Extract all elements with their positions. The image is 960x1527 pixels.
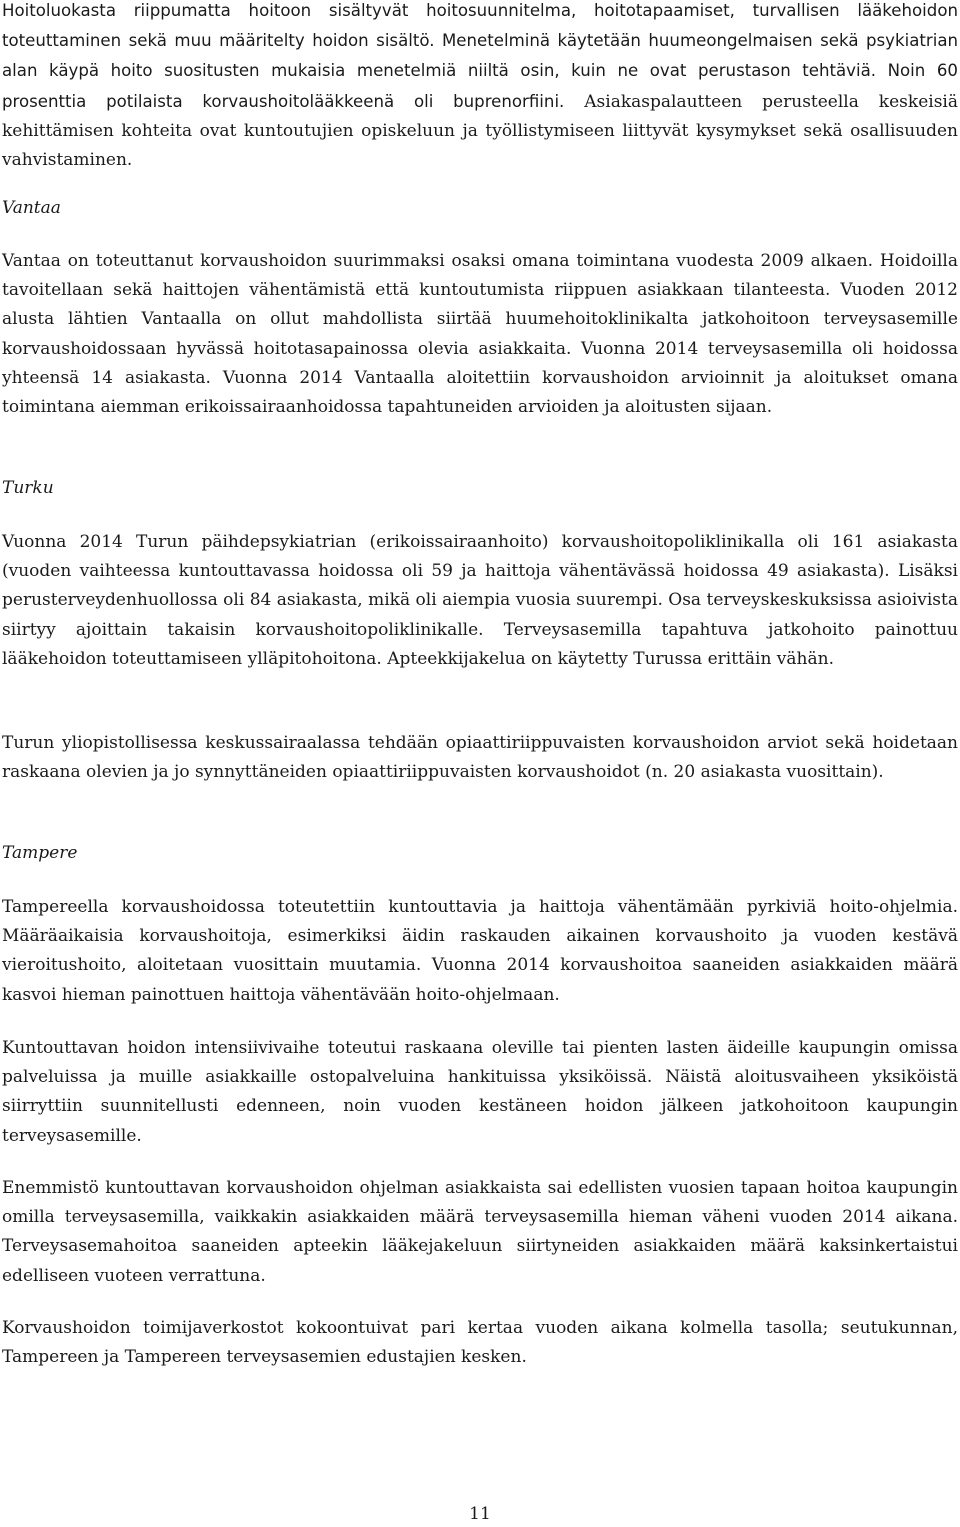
intro-sans-text: Hoitoluokasta riippumatta hoitoon sisältyvät hoitosuunnitelma, hoitotapaamiset, turvallisen lääkehoidon toteuttaminen sekä muu määritelty hoidon sisältö. Menetelminä käytetään huumeongelmaisen sekä psykiatrian alan käypä hoito suositusten mukaisia menetelmiä niiltä osin, kuin ne ovat perustason tehtäviä. Noin 60 prosenttia potilaista korvaushoitolääkkeenä oli buprenorfiini. <box>2 1 958 111</box>
turku-paragraph-2: Turun yliopistollisessa keskussairaalassa tehdään opiaattiriippuvaisten korvaushoidon arviot sekä hoidetaan raskaana olevien ja jo synnyttäneiden opiaattiriippuvaisten korvaushoidot (n. 20 asiakasta vuosittain). <box>2 733 958 783</box>
section-heading-tampere: Tampere <box>2 843 78 863</box>
tampere-paragraph-4: Korvaushoidon toimijaverkostot kokoontuivat pari kertaa vuoden aikana kolmella tasolla; seutukunnan, Tampereen ja Tampereen terveysasemien edustajien kesken. <box>2 1318 958 1368</box>
intro-paragraph <box>2 0 958 175</box>
intro-serif-text: Asiakaspalautteen perusteella keskeisiä kehittämisen kohteita ovat kuntoutujien opiskeluun ja työllistymiseen liittyvät kysymykset sekä osallisuuden vahvistaminen. <box>2 91 958 171</box>
tampere-paragraph-3: Enemmistö kuntouttavan korvaushoidon ohjelman asiakkaista sai edellisten vuosien tapaan hoitoa kaupungin omilla terveysasemilla, vaikkakin asiakkaiden määrä terveysasemilla hieman väheni vuoden 2014 aikana. Terveysasemahoitoa saaneiden apteekin lääkejakeluun siirtyneiden asiakkaiden määrä kaksinkertaistui edelliseen vuoteen verrattuna. <box>2 1178 958 1286</box>
section-heading-turku: Turku <box>2 478 54 498</box>
tampere-paragraph-2: Kuntouttavan hoidon intensiivivaihe toteutui raskaana oleville tai pienten lasten äideille kaupungin omissa palveluissa ja muille asiakkaille ostopalveluina hankituissa yksiköissä. Näistä aloitusvaiheen yksiköistä siirryttiin suunnitellusti edenneen, noin vuoden kestäneen hoidon jälkeen jatkohoitoon kaupungin terveysasemille. <box>2 1038 958 1146</box>
section-heading-vantaa: Vantaa <box>2 198 61 218</box>
vantaa-paragraph-1: Vantaa on toteuttanut korvaushoidon suurimmaksi osaksi omana toimintana vuodesta 2009 alkaen. Hoidoilla tavoitellaan sekä haittojen vähentämistä että kuntoutumista riippuen asiakkaan tilanteesta. Vuoden 2012 alusta lähtien Vantaalla on ollut mahdollista siirtää huumehoitoklinikalta jatkohoitoon terveysasemille korvaushoidossaan hyvässä hoitotasapainossa olevia asiakkaita. Vuonna 2014 terveysasemilla oli hoidossa yhteensä 14 asiakasta. Vuonna 2014 Vantaalla aloitettiin korvaushoidon arvioinnit ja aloitukset omana toimintana aiemman erikoissairaanhoidossa tapahtuneiden arvioiden ja aloitusten sijaan. <box>2 251 958 418</box>
turku-paragraph-1: Vuonna 2014 Turun päihdepsykiatrian (erikoissairaanhoito) korvaushoitopoliklinikalla oli 161 asiakasta (vuoden vaihteessa kuntouttavassa hoidossa oli 59 ja haittoja vähentävässä hoidossa 49 asiakasta). Lisäksi perusterveydenhuollossa oli 84 asiakasta, mikä oli aiempia vuosia suurempi. Osa terveyskeskuksissa asioivista siirtyy ajoittain takaisin korvaushoitopoliklinikalle. Terveysasemilla tapahtuva jatkohoito painottuu lääkehoidon toteuttamiseen ylläpitohoitona. Apteekkijakelua on käytetty Turussa erittäin vähän. <box>2 532 958 669</box>
tampere-paragraph-1: Tampereella korvaushoidossa toteutettiin kuntouttavia ja haittoja vähentämään pyrkiviä hoito-ohjelmia. Määräaikaisia korvaushoitoja, esimerkiksi äidin raskauden aikainen korvaushoito ja vuoden kestävä vieroitushoito, aloitetaan vuosittain muutamia. Vuonna 2014 korvaushoitoa saaneiden asiakkaiden määrä kasvoi hieman painottuen haittoja vähentävään hoito-ohjelmaan. <box>2 897 958 1005</box>
page-number: 11 <box>469 1504 491 1524</box>
